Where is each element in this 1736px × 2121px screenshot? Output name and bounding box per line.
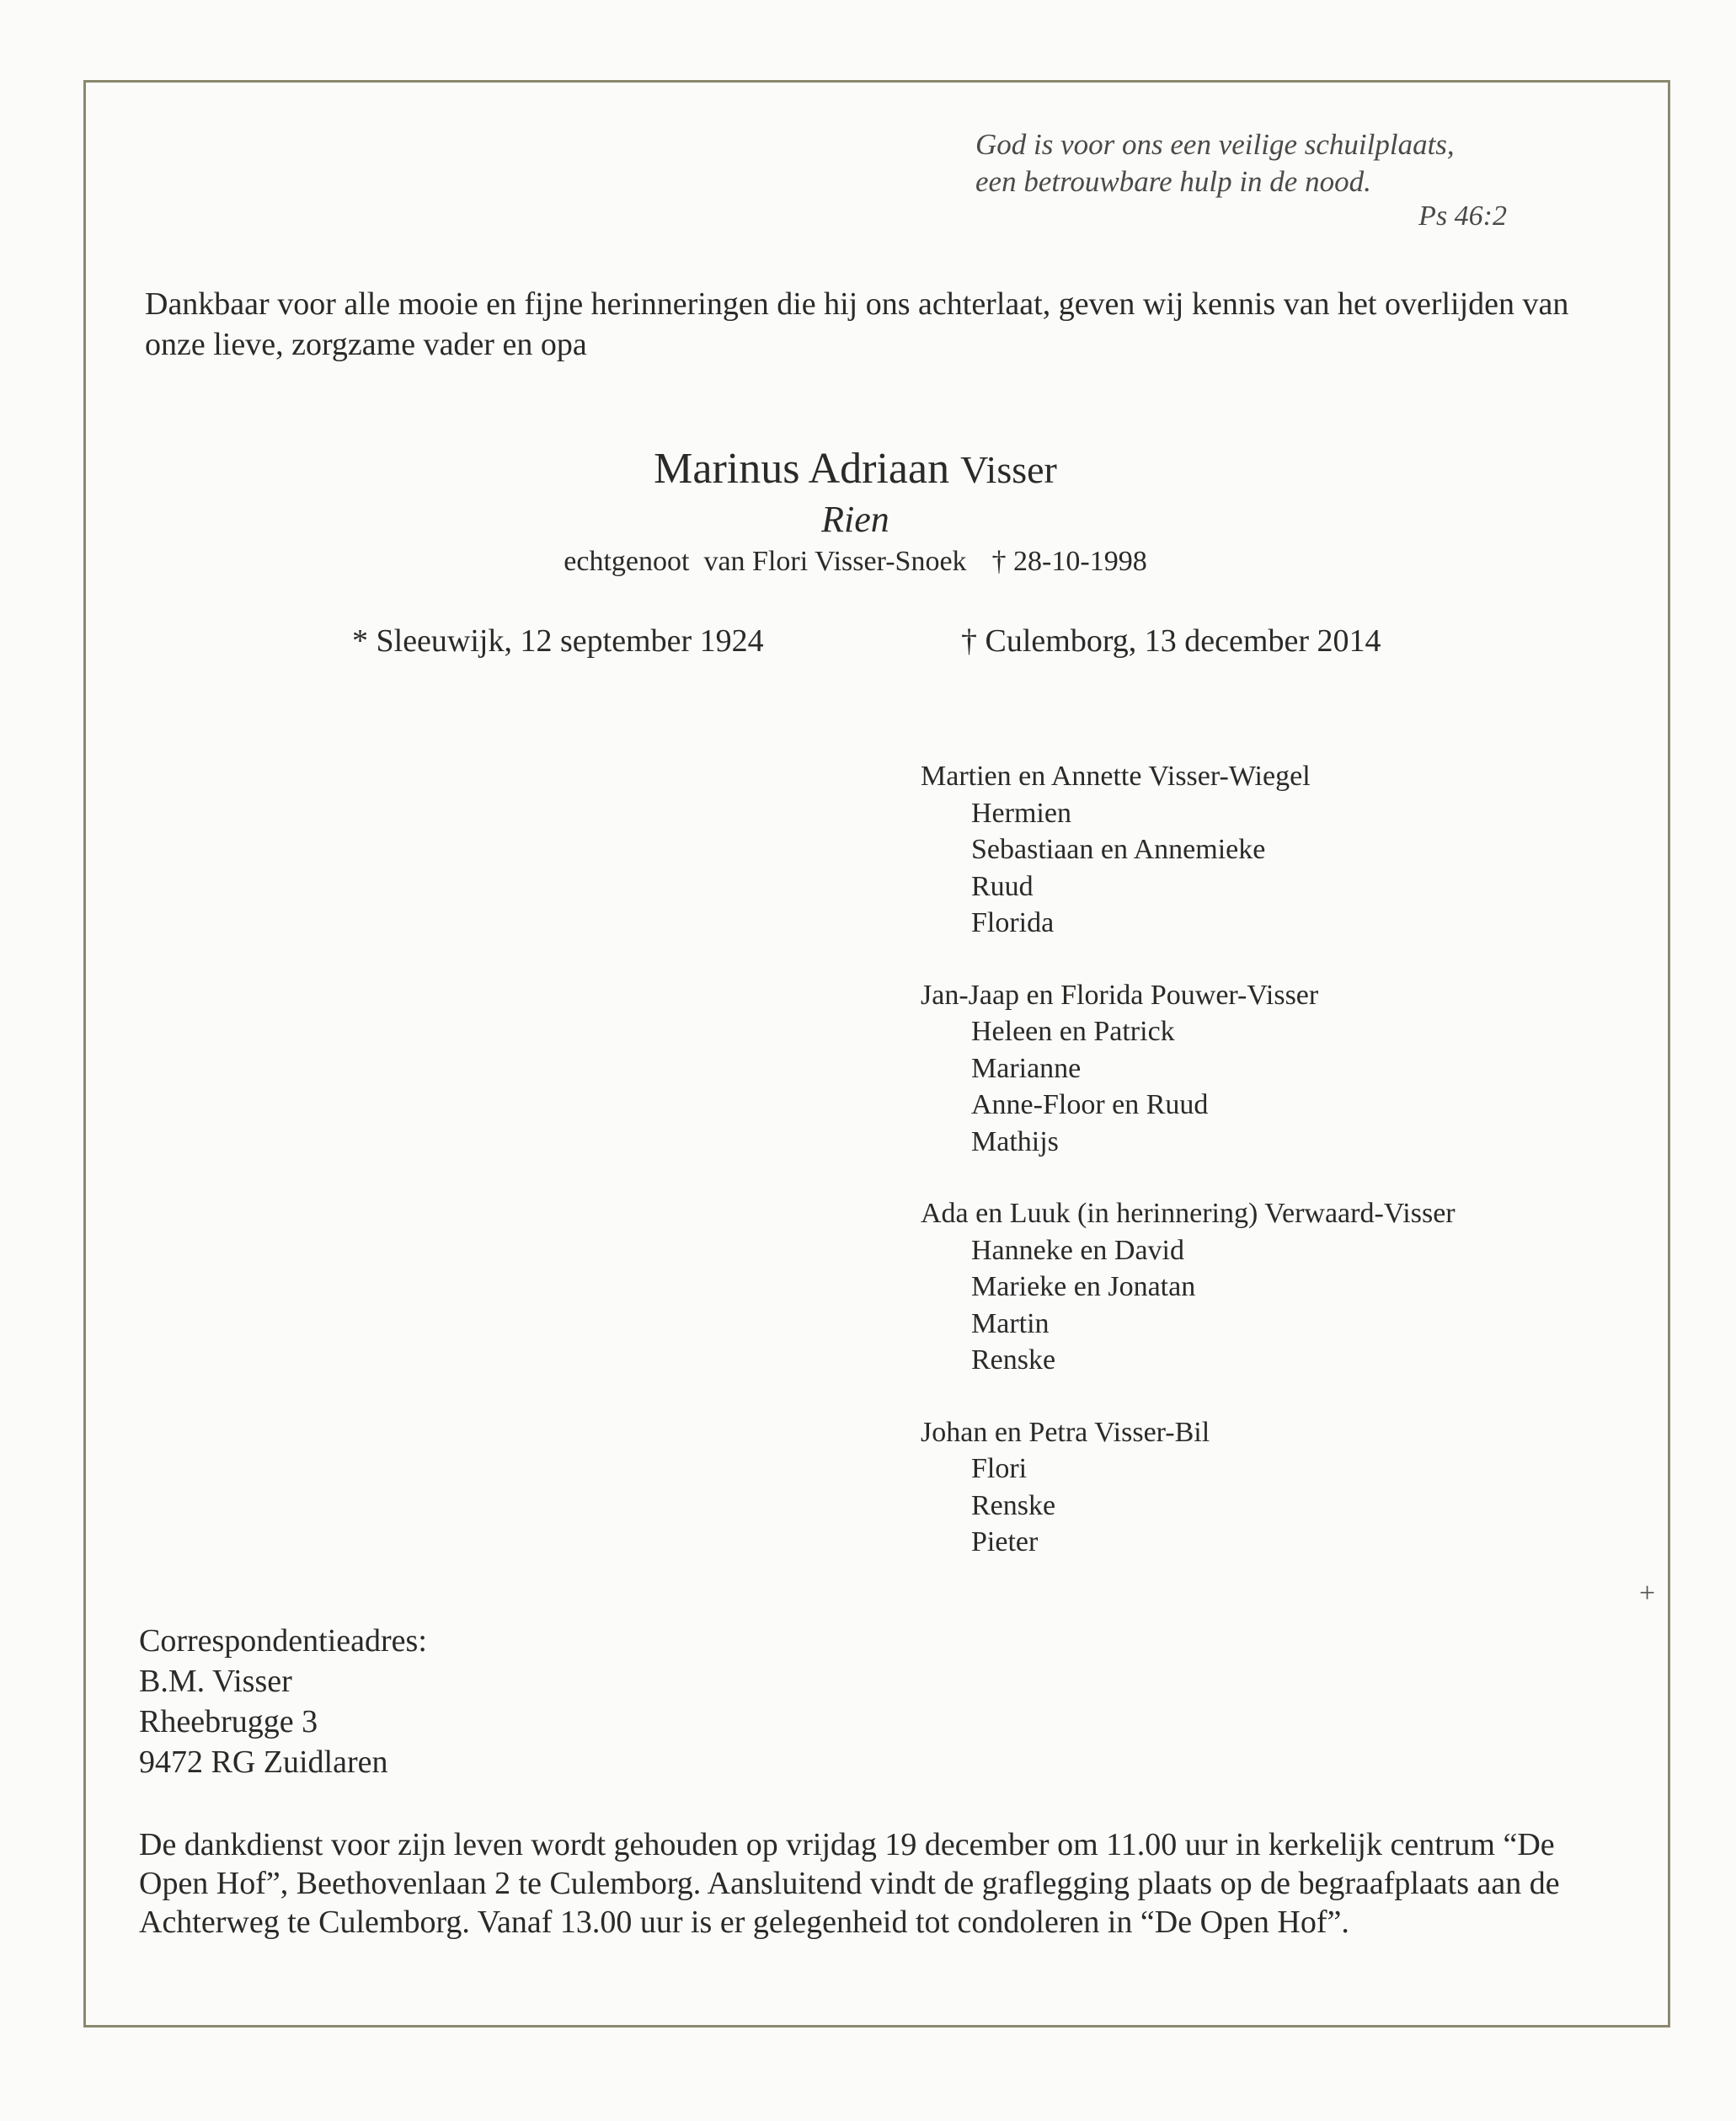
- family-member: Pieter: [971, 1526, 1039, 1557]
- family-group: [921, 1195, 1456, 1379]
- spouse-death-date: † 28-10-1998: [991, 546, 1147, 577]
- address-street: Rheebrugge 3: [139, 1704, 318, 1739]
- family-member: Ruud: [971, 870, 1034, 902]
- family-member: Renske: [971, 1489, 1056, 1521]
- family-head: Jan-Jaap en Florida Pouwer-Visser: [921, 979, 1319, 1011]
- family-member: Heleen en Patrick: [971, 1016, 1175, 1047]
- address-city: 9472 RG Zuidlaren: [139, 1744, 388, 1780]
- bible-verse: [975, 126, 1455, 200]
- intro-text: Dankbaar voor alle mooie en fijne herinneringen die hij ons achterlaat, geven wij kennis van het overlijden van onze lieve, zorgzame vader en opa: [145, 286, 1569, 362]
- family-member: Marianne: [971, 1052, 1082, 1084]
- family-member: Hermien: [971, 797, 1071, 829]
- address-label: Correspondentieadres:: [139, 1623, 427, 1659]
- family-member: Anne-Floor en Ruud: [971, 1089, 1209, 1120]
- correspondence-address: [139, 1621, 427, 1782]
- deceased-last-name: Visser: [960, 448, 1057, 491]
- family-member: Renske: [971, 1344, 1056, 1376]
- family-member: Mathijs: [971, 1125, 1059, 1157]
- spouse-line: [0, 543, 1736, 580]
- family-group: [921, 758, 1456, 942]
- family-member: Flori: [971, 1453, 1028, 1484]
- verse-reference: Ps 46:2: [1418, 200, 1507, 232]
- service-announcement: De dankdienst voor zijn leven wordt gehouden op vrijdag 19 december om 11.00 uur in kerkelijk centrum “De Open Hof”, Beethovenlaan 2 te Culemborg. Aansluitend vindt de graflegging plaats op de begraafplaats aan de Achterweg te Culemborg. Vanaf 13.00 uur is er gelegenheid tot condoleren in “De Open Hof”.: [139, 1827, 1560, 1940]
- birth-info: * Sleeuwijk, 12 september 1924: [352, 623, 764, 659]
- address-name: B.M. Visser: [139, 1664, 292, 1699]
- family-list: [921, 758, 1456, 1596]
- family-member: Marieke en Jonatan: [971, 1271, 1196, 1302]
- family-member: Florida: [971, 907, 1055, 938]
- deceased-nickname: Rien: [821, 499, 889, 540]
- verse-line-1: God is voor ons een veilige schuilplaats,: [975, 128, 1455, 161]
- family-group: [921, 977, 1456, 1161]
- family-head: Johan en Petra Visser-Bil: [921, 1416, 1210, 1448]
- deceased-first-names: Marinus Adriaan: [654, 445, 950, 493]
- family-member: Martin: [971, 1307, 1050, 1339]
- family-member: Sebastiaan en Annemieke: [971, 834, 1266, 865]
- spouse-text: echtgenoot van Flori Visser-Snoek: [564, 546, 967, 577]
- death-info: † Culemborg, 13 december 2014: [961, 623, 1381, 659]
- family-member: Hanneke en David: [971, 1234, 1185, 1266]
- family-group: [921, 1414, 1456, 1561]
- deceased-name: [0, 444, 1736, 495]
- family-head: Ada en Luuk (in herinnering) Verwaard-Visser: [921, 1198, 1456, 1229]
- margin-mark: +: [1639, 1578, 1656, 1609]
- family-head: Martien en Annette Visser-Wiegel: [921, 761, 1311, 792]
- verse-line-2: een betrouwbare hulp in de nood.: [975, 165, 1371, 198]
